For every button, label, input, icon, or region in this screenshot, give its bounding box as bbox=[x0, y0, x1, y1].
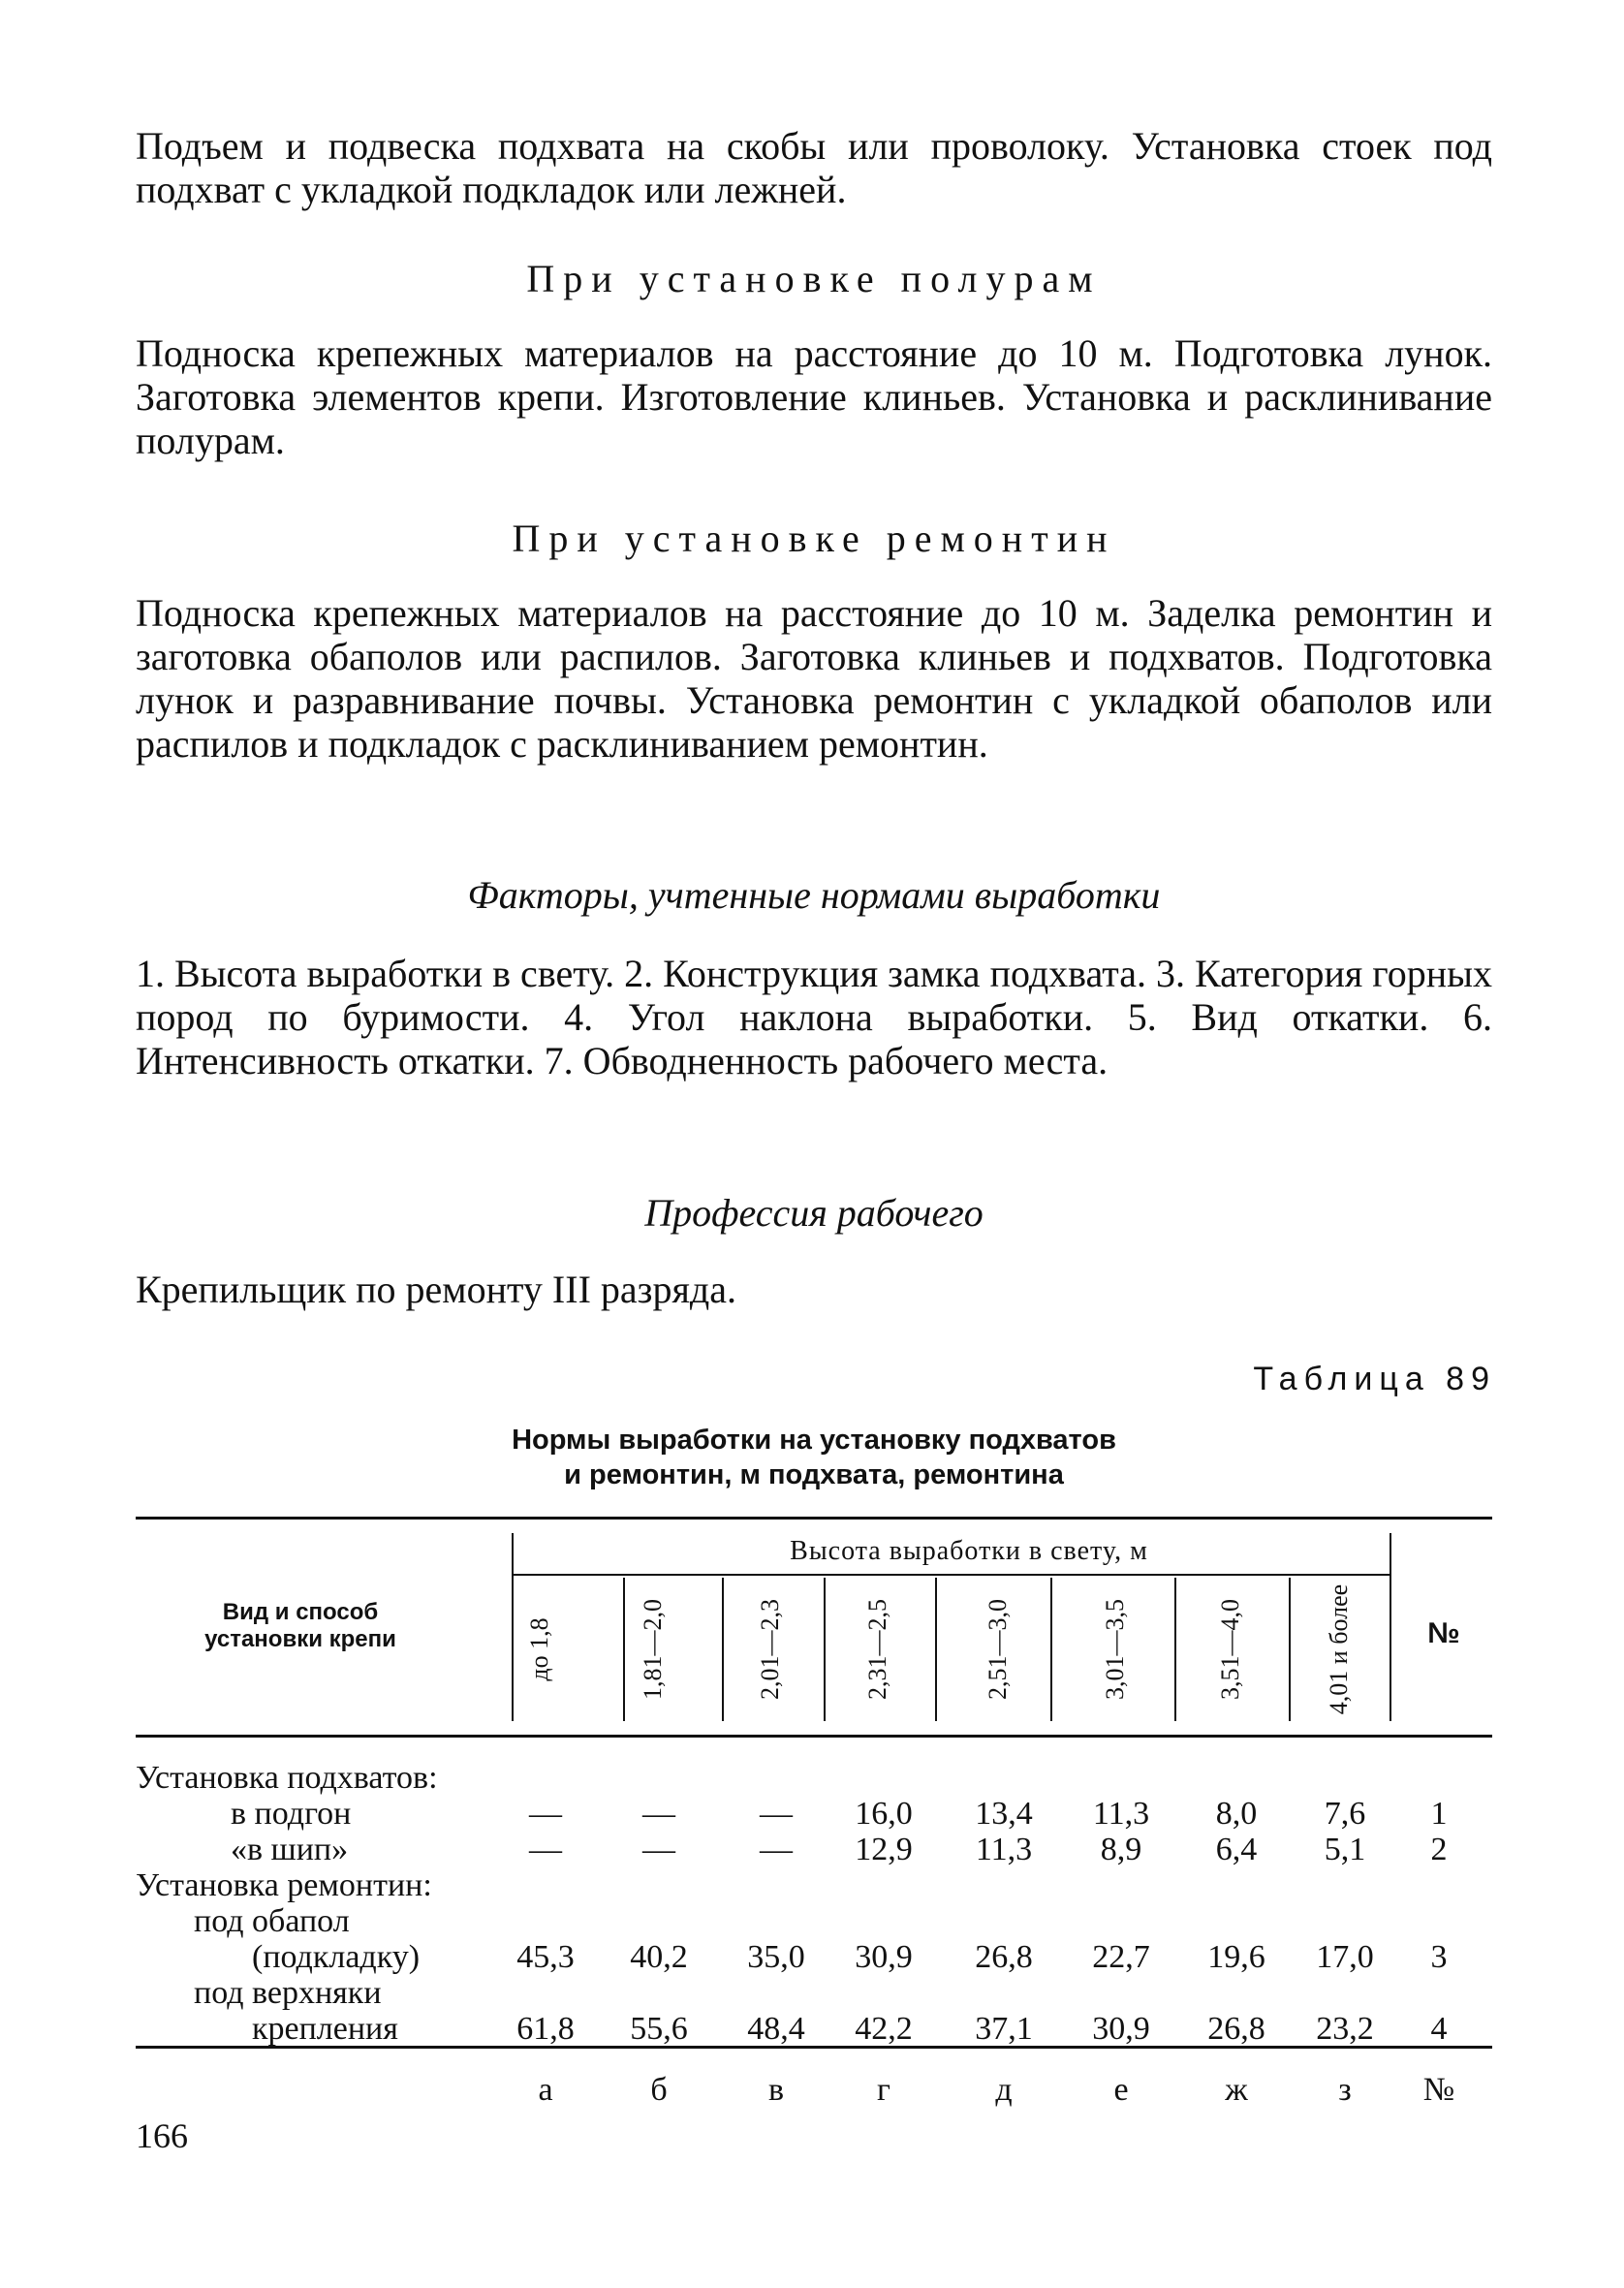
col-divider bbox=[1289, 1578, 1291, 1721]
table-cell: — bbox=[642, 1832, 675, 1867]
row-label-v-ship: «в шип» bbox=[231, 1832, 349, 1867]
table-cell: 48,4 bbox=[747, 2011, 805, 2047]
table-title bbox=[136, 1423, 1492, 1492]
table-cell: 35,0 bbox=[747, 1939, 805, 1975]
table-cell: — bbox=[760, 1796, 793, 1832]
page-number: 166 bbox=[136, 2116, 188, 2155]
column-letter: з bbox=[1338, 2072, 1352, 2108]
column-letter: б bbox=[650, 2072, 668, 2108]
table-cell: 5,1 bbox=[1324, 1832, 1366, 1867]
paragraph-factors: 1. Высота выработки в свету. 2. Конструкция замка подхвата. 3. Категория горных пород по буримости. 4. Угол наклона выработки. 5. Вид откатки. 6. Интенсивность откатки. 7. Обводненность рабочего места. bbox=[136, 952, 1492, 1082]
col-divider bbox=[722, 1578, 724, 1721]
column-letter: г bbox=[877, 2072, 890, 2108]
stub-header-line2: установки крепи bbox=[204, 1626, 396, 1652]
col-header-g: 2,31—2,5 bbox=[863, 1599, 891, 1700]
column-letter: е bbox=[1113, 2072, 1129, 2108]
col-divider bbox=[623, 1578, 625, 1721]
col-divider bbox=[1174, 1578, 1176, 1721]
col-header-e: 3,01—3,5 bbox=[1101, 1599, 1129, 1700]
col-header-b: 1,81—2,0 bbox=[639, 1599, 667, 1700]
row-label-verkhnyaki: под верхняки bbox=[194, 1975, 382, 2011]
table-cell: — bbox=[642, 1796, 675, 1832]
table-cell: 61,8 bbox=[516, 2011, 575, 2047]
table-cell: 42,2 bbox=[855, 2011, 913, 2047]
col-divider bbox=[824, 1578, 826, 1721]
table-cell: 37,1 bbox=[975, 2011, 1033, 2047]
row-label-obapol: под обапол bbox=[194, 1903, 350, 1939]
table-cell: — bbox=[529, 1796, 562, 1832]
group-header: Высота выработки в свету, м bbox=[790, 1536, 1148, 1566]
paragraph-profession: Крепильщик по ремонту III разряда. bbox=[136, 1268, 736, 1311]
row-label-podgon: в подгон bbox=[231, 1796, 352, 1832]
section-label-podkhvaty: Установка подхватов: bbox=[136, 1760, 438, 1796]
heading-remontins: При установке ремонтин bbox=[512, 517, 1116, 560]
table-cell: 8,0 bbox=[1215, 1796, 1258, 1832]
table-title-line1: Нормы выработки на установку подхватов bbox=[512, 1425, 1116, 1456]
table-cell: 17,0 bbox=[1316, 1939, 1374, 1975]
table-cell: 30,9 bbox=[855, 1939, 913, 1975]
table-cell: 45,3 bbox=[516, 1939, 575, 1975]
col-header-zh: 3,51—4,0 bbox=[1216, 1599, 1244, 1700]
column-letter: ж bbox=[1225, 2072, 1248, 2108]
column-letter: а bbox=[538, 2072, 553, 2108]
row-label-krepleniya: крепления bbox=[252, 2011, 398, 2047]
stub-header bbox=[136, 1599, 465, 1653]
table-cell: 11,3 bbox=[1092, 1796, 1150, 1832]
stub-header-line1: Вид и способ bbox=[222, 1599, 379, 1625]
heading-polurams: При установке полурам bbox=[526, 257, 1102, 300]
table-label: Таблица 89 bbox=[1253, 1361, 1496, 1397]
section-label-remontiny: Установка ремонтин: bbox=[136, 1867, 432, 1903]
table-cell: 30,9 bbox=[1092, 2011, 1150, 2047]
col-divider bbox=[935, 1578, 937, 1721]
table-cell: 8,9 bbox=[1100, 1832, 1142, 1867]
table-cell: 19,6 bbox=[1207, 1939, 1265, 1975]
col-header-a: до 1,8 bbox=[525, 1617, 553, 1681]
col-header-d: 2,51—3,0 bbox=[984, 1599, 1012, 1700]
column-letter: д bbox=[995, 2072, 1013, 2108]
table-cell: 11,3 bbox=[975, 1832, 1033, 1867]
col-divider bbox=[1390, 1533, 1391, 1721]
col-header-z: 4,01 и более bbox=[1325, 1583, 1353, 1715]
table-cell-num: 3 bbox=[1430, 1939, 1448, 1975]
table-cell: 26,8 bbox=[1207, 2011, 1265, 2047]
col-header-v: 2,01—2,3 bbox=[756, 1599, 784, 1700]
paragraph-work-description: Подъем и подвеска подхвата на скобы или проволоку. Установка стоек под подхват с укладкой подкладок или лежней. bbox=[136, 124, 1492, 211]
table-cell: 12,9 bbox=[855, 1832, 913, 1867]
table-cell: 13,4 bbox=[975, 1796, 1033, 1832]
table-header-rule bbox=[136, 1735, 1492, 1738]
table-cell: — bbox=[760, 1832, 793, 1867]
heading-profession: Профессия рабочего bbox=[644, 1191, 984, 1235]
table-cell: 26,8 bbox=[975, 1939, 1033, 1975]
table-title-line2: и ремонтин, м подхвата, ремонтина bbox=[564, 1459, 1064, 1490]
paragraph-remontins: Подноска крепежных материалов на расстояние до 10 м. Заделка ремонтин и заготовка обаполов или распилов. Заготовка клиньев и подхватов. Подготовка лунок и разравнивание почвы. Установка ремонтин с укладкой обаполов или распилов и подкладок с расклиниванием ремонтин. bbox=[136, 591, 1492, 766]
num-header: № bbox=[1427, 1617, 1460, 1649]
table-cell: 6,4 bbox=[1215, 1832, 1258, 1867]
table-cell: 23,2 bbox=[1316, 2011, 1374, 2047]
table-cell: 40,2 bbox=[630, 1939, 688, 1975]
table-cell-num: 4 bbox=[1430, 2011, 1448, 2047]
row-label-podkladka: (подкладку) bbox=[252, 1939, 421, 1975]
group-header-rule bbox=[512, 1574, 1390, 1576]
col-divider bbox=[512, 1533, 514, 1721]
table-cell: 22,7 bbox=[1092, 1939, 1150, 1975]
table-cell: — bbox=[529, 1832, 562, 1867]
column-letter: в bbox=[767, 2072, 785, 2108]
table-cell-num: 1 bbox=[1430, 1796, 1448, 1832]
table-cell: 55,6 bbox=[630, 2011, 688, 2047]
table-top-rule bbox=[136, 1517, 1492, 1520]
paragraph-polurams: Подноска крепежных материалов на расстояние до 10 м. Подготовка лунок. Заготовка элементов крепи. Изготовление клиньев. Установка и расклинивание полурам. bbox=[136, 331, 1492, 462]
heading-factors: Факторы, учтенные нормами выработки bbox=[467, 873, 1161, 917]
table-cell: 16,0 bbox=[855, 1796, 913, 1832]
table-cell-num: 2 bbox=[1430, 1832, 1448, 1867]
column-letter-num: № bbox=[1422, 2072, 1455, 2108]
col-divider bbox=[1050, 1578, 1052, 1721]
table-cell: 7,6 bbox=[1324, 1796, 1366, 1832]
